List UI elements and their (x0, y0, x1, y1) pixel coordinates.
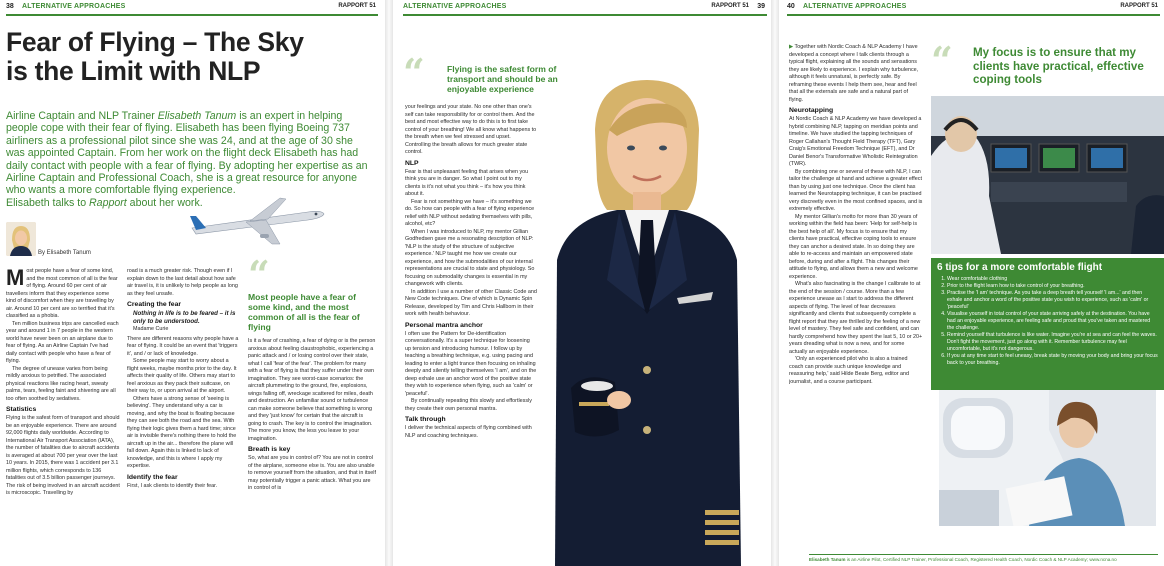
drop-cap: M (6, 268, 25, 290)
pull-quote-3: My focus is to ensure that my clients have practical, effective coping tools (973, 46, 1144, 86)
quote-icon: “ (931, 38, 953, 83)
tips-list (937, 276, 1158, 367)
title-line-2: is the Limit with NLP (6, 56, 261, 86)
inline-quote: Nothing in life is to be feared – it is only to be understood. (133, 310, 236, 325)
heading-neurotapping: Neurotapping (789, 107, 834, 114)
page-40 (781, 0, 1164, 566)
title-line-1: Fear of Flying – The Sky (6, 27, 304, 57)
header-rule (787, 14, 1160, 16)
airplane-icon (188, 190, 328, 250)
page-38 (0, 0, 382, 566)
author-photo (6, 222, 36, 256)
article-title (6, 28, 376, 86)
page-39 (397, 0, 771, 566)
magazine-label: RAPPORT 51 (338, 3, 376, 9)
pull-quote-2: Flying is the safest form of transport and should be an enjoyable experience (447, 64, 558, 94)
tip-item: 4. Visualise yourself in total control of your state arriving safely at the destination. You have had an enjoyable experience, are feeling safe and proud that you've taken and mastered the challenge. (947, 311, 1158, 332)
heading-breath-is-key: Breath is key (248, 446, 291, 453)
tip-item: 5. Remind yourself that turbulence is like water. Imagine you're at sea and can feel the waves. Don't fight the movement, just go along with it. Remember turbulence may feel uncomfortable, but it's not dangerous. (947, 332, 1158, 353)
tips-box (931, 258, 1164, 390)
page-header (781, 0, 1164, 22)
magazine-label: RAPPORT 51 (711, 3, 749, 9)
continued-arrow-icon: ▶ (789, 44, 795, 50)
byline: By Elisabeth Tanum (38, 250, 91, 256)
column-2: road is a much greater risk. Though even if I explain down to the last detail about how safe air travel is, it is unlikely to help people as long as they feel unsafe. Creating the fear Nothing in life is to be feared – it is only to be understood. Madame Curie There are different reasons why people have a fear of flying. It could be an event that 'triggers it', and / or lack of knowledge. Some people may start to worry about a flight weeks, maybe months prior to the day. It affects their quality of life. Others may start to feel anxious as they pack their suitcase, on their way to, or upon arrival at the airport. Others have a strong sense of 'seeing is believing'. They understand why a car is moving, and why the boat is floating because they can see both the road and the sea. With flying their logic gives them a hard time; since air is invisible there's nothing there to hold the aircraft up in the air... therefore the plane will fall down. Again this is linked to lack of knowledge, and this is where I apply my expertise. Identify the fear First, I ask clients to identify their fear. (127, 268, 241, 566)
page-header (0, 0, 382, 22)
header-rule (6, 14, 378, 16)
column-1: M ost people have a fear of some kind, and the most common of all is the fear of flying. Around 60 per cent of air travellers inform that they experience some kind of discomfort when they are travelling by air. Around 10 per cent are so terrified that it's classified as a phobia. Ten million business trips are cancelled each year and around 1 in 7 people in the western world have never been on an airplane due to fear of flying. As an Airline Captain I've had daily contact with people who have a fear of flying. The degree of unease varies from being mildly anxious to petrified. The associated physical reactions like racing heart, sweaty palms, tears, feeling faint and shivering are all too often soothed by sedatives. Statistics Flying is the safest form of transport and should be an enjoyable experience. There are around 92,000 flights daily worldwide. According to International Air Transport Association (IATA), the number of fatalities due to aircraft accidents is averaged at about 700 per year over the last 10 years. In 2015, there was 1 accident per 3.1 million flights, which corresponds to 136 fatalities out of 3.5 billion passenger journeys. The risk of being involved in an aircraft accident is microscopic. Travelling by (6, 268, 120, 496)
section-label: ALTERNATIVE APPROACHES (803, 3, 907, 10)
tips-title: 6 tips for a more comfortable flight (937, 262, 1103, 273)
column-5: ▶ Together with Nordic Coach & NLP Academy I have developed a concept where I talk clients through a typical flight, explaining all the sounds and sensations they are likely to experience. I explain why turbulence, although it feels unnatural, is perfectly safe. By reframing these events I help them see, hear and feel that all the externals are safe and a natural part of flying. Neurotapping At Nordic Coach & NLP Academy we have developed a hybrid combining NLP, tapping on meridian points and timeline. We have studied the tapping techniques of Roger Callahan's Thought Field Therapy (TFT), Gary Craig's Emotional Freedom Technique (EFT), and Dr Daniel Benor's Transformative Wholistic Reintegration (TWR). By combining one or several of these with NLP, I can tailor the challenge at hand and achieve a greater effect than by using just one technique. Once the client has learned the Neurotapping technique, it can be practised very discreetly even in the most confined spaces, and is extremely effective. My mentor Gillian's motto for more than 30 years of working within the field has been: 'Help for self-help is the best help of all'. My focus is to ensure that my clients have practical, effective coping tools to ensure they can anchor a desired state. In so doing they are able to re-access and maintain an empowered state before, during and after a flight. This changes their attitude to flying, and allows them a new and welcome experience. What's also fascinating is the change I calibrate to at the end of the session / course. More than a few experience unease as I start to address the different aspects of flying. The level of fear decreases significantly and clients that subsequently complete a flight report that they are thrilled by the feeling of a new level of mastery. They feel safe and confident, and can hardly comprehend how they spent the last 5, 10 or 20+ years dreading what is now a new, and for some actually an enjoyable experience. 'Only an experienced pilot who is also a trained coach can provide such unique knowledge and reassuring help,' said Hilde Beate Berg, editor and journalist, and a course participant. (789, 44, 923, 385)
section-label: ALTERNATIVE APPROACHES (403, 3, 507, 10)
quote-icon: “ (248, 252, 270, 297)
heading-creating-the-fear: Creating the fear (127, 301, 182, 308)
pilot-photo (527, 70, 767, 566)
passenger-photo (939, 390, 1156, 526)
heading-talk-through: Talk through (405, 416, 446, 423)
gutter (771, 0, 779, 566)
tip-item: 1. Wear comfortable clothing (947, 276, 1158, 283)
pull-quote-1: Most people have a fear of some kind, and the most common of all is the fear of flying (248, 292, 360, 332)
header-rule (403, 14, 767, 16)
page-header (397, 0, 771, 22)
column-4: your feelings and your state. No one other than one's self can take responsibility for or control them. And the best and most effective way to do this is to first take control of your breathing! We all know what happens to the breath when we feel stressed and upset. Controlling the breath allows for much greater state control. NLP Fear is that unpleasant feeling that arises when you think you are in danger. So what I point out to my clients is it's not what you think – it's how you think about it. Fear is not something we have – it's something we do. So how can people with a fear of flying experience relief with NLP without sedating themselves with pills, alcohol, etc? When I was introduced to NLP, my mentor Gillian Godfredsen gave me a resonating description of NLP: 'NLP is the study of the structure of subjective experience.' NLP taught me how we create our experience, and how the submodalities of our internal representations are crucial to state and physiology. So focusing on submodality changes is essential in my changework with clients. In addition I use a number of other Classic Code and New Code techniques. One of which is Dynamic Spin Release, developed by Tim and Chris Hallbom in their work with health behaviour. Personal mantra anchor I often use the Pattern for De-identification conversationally. It's a super technique for loosening up tension and introducing humour. I follow up by teaching a breathing technique, e.g. using pacing and leading to enter a light trance then focusing on inhaling deeply and silently telling themselves 'I am', and on the deep exhale use an anchor word of the positive state they wish to experience when flying, such as 'calm' or 'peaceful'. By continually repeating this slowly and effortlessly they create their own personal mantra. Talk through I deliver the technical aspects of flying combined with NLP and coaching techniques. (405, 104, 537, 439)
page-number: 39 (757, 3, 765, 10)
heading-personal-mantra-anchor: Personal mantra anchor (405, 321, 483, 329)
quote-icon: “ (403, 50, 425, 95)
gutter (385, 0, 393, 566)
cockpit-photo (931, 96, 1164, 254)
heading-nlp: NLP (405, 159, 419, 167)
heading-identify-the-fear: Identify the fear (127, 473, 178, 481)
article-intro: Airline Captain and NLP Trainer Elisabeth Tanum is an expert in helping people cope with their fear of flying. Elisabeth has been flying Boeing 737 airliners as a professional pilot since she was 24, and at the age of 30 she was appointed Captain. From her work on the flight deck Elisabeth has had daily contact with people with a fear of flying. By adopting her expertise as an Airline Captain and Professional Coach, she is a great resource for anyone who wants a more comfortable flying experience. Elisabeth talks to Rapport about her work. (6, 110, 368, 209)
footer-bio: Elisabeth Tanum is an Airline Pilot, Certified NLP Trainer, Professional Coach, Registered Health Coach, Nordic Coach & NLP Academy; www.ncna.no (809, 554, 1158, 562)
quote-author: Madame Curie (133, 326, 169, 332)
section-label: ALTERNATIVE APPROACHES (22, 3, 126, 10)
tip-item: 2. Prior to the flight learn how to take control of your breathing. (947, 283, 1158, 290)
page-number: 38 (6, 3, 14, 10)
magazine-label: RAPPORT 51 (1120, 3, 1158, 9)
tip-item: 6. If you at any time start to feel uneasy, break state by moving your body and bring your focus back to your breathing. (947, 353, 1158, 367)
heading-statistics: Statistics (6, 406, 37, 413)
page-number: 40 (787, 3, 795, 10)
column-3: Is it a fear of crashing, a fear of dying or is the person anxious about feeling claustrophobic, experiencing a panic attack and / or losing control over their state, what I call 'fear of the fear'. The problem for many with a fear of flying is that they suffer under their own imagination. They see worst-case scenarios: the aircraft plummeting to the ground, fire, explosions, wings falling off, wreckage scattered for miles, death and destruction. An unfamiliar sound or turbulence can make someone believe that something is wrong and they 'just know' for certain that the aircraft is going to crash. The key is to control the imagination. The more you know, the less you leave to your imagination. Breath is key So, what are you in control of? You are not in control of the airplane, someone else is. You are also unable to remove yourself from the situation, and that in itself may potentially trigger a panic attack. What you are in control of is (248, 338, 376, 491)
tip-item: 3. Practise the 'I am' technique. As you take a deep breath tell yourself 'I am...' and then exhale and anchor a word of the positive state you wish to experience, such as 'calm' or 'peaceful' (947, 290, 1158, 311)
